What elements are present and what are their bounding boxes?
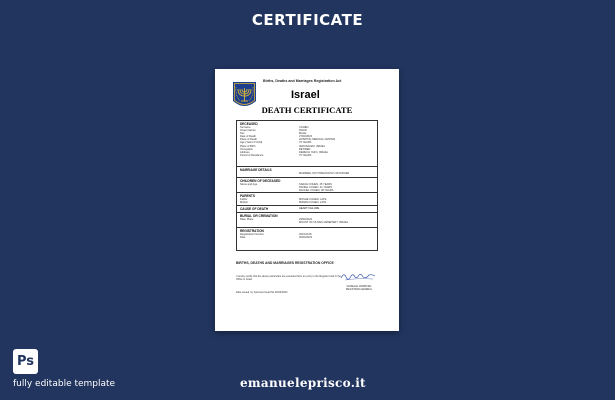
- field-label: Age (Years if Child): [240, 141, 263, 145]
- field-label: [240, 172, 299, 175]
- section-title: BURIAL OR CREMATION: [240, 214, 278, 218]
- field-label: Registration Number: [240, 233, 264, 236]
- form-row: [240, 236, 374, 239]
- section-title-text: CAUSE OF DEATH: [240, 207, 269, 211]
- certificate-form: [236, 120, 378, 251]
- field-value: MOSHE COHEN, LATE: [299, 198, 327, 201]
- registration-office: BIRTHS, DEATHS AND MARRIAGES REGISTRATION OFFICE: [236, 261, 334, 265]
- field-label: Surname: [240, 126, 251, 129]
- field-label: Period of Residence: [240, 153, 264, 157]
- editable-label: fully editable template: [13, 379, 116, 389]
- field-value: SARAH COHEN, 45 YEARS: [299, 183, 332, 186]
- field-label: Date of Death: [240, 135, 257, 139]
- field-value: 70 YEARS: [299, 141, 312, 145]
- form-row: [240, 154, 374, 157]
- country-name: Israel: [291, 89, 320, 101]
- field-value: 27/03/2023: [299, 135, 312, 139]
- form-row: [240, 172, 374, 175]
- field-label: [240, 189, 299, 192]
- field-value: RACHEL COHEN, 38 YEARS: [299, 189, 334, 193]
- field-label: Mother: [240, 201, 249, 205]
- field-label: Date, Place: [240, 218, 254, 221]
- certificate-document: [215, 69, 399, 331]
- form-section: [237, 178, 377, 193]
- form-row: [240, 189, 374, 192]
- section-inline-value: HEART FAILURE: [299, 207, 320, 210]
- form-section: [237, 121, 377, 167]
- field-value: HOSPITAL MEDICAL CENTER: [299, 138, 336, 142]
- field-value: MALE: [299, 132, 307, 136]
- form-section: [237, 193, 377, 206]
- field-value: 29/03/2023: [299, 218, 312, 221]
- field-value: 30/03/2023: [299, 236, 312, 240]
- form-row: [240, 201, 374, 204]
- field-label: [240, 221, 299, 224]
- site-link[interactable]: emanueleprisco.it: [240, 376, 366, 390]
- field-label: Sex: [240, 132, 245, 136]
- field-label: Name and Age: [240, 183, 258, 186]
- page-title: CERTIFICATE: [251, 11, 364, 29]
- field-value: DERECH YAFO, ISRAEL: [299, 150, 329, 154]
- field-label: Date: [240, 236, 246, 240]
- field-value: RETIRED: [299, 147, 311, 151]
- field-value: 70 YEARS: [299, 153, 312, 157]
- field-value: JERUSALEM, ISRAEL: [299, 144, 326, 148]
- field-label: Place of Birth: [240, 144, 256, 148]
- signature-image: [339, 270, 377, 282]
- section-title: DECEASED: [240, 122, 258, 126]
- issue-date-text: Date issued, by hand and seal this 30/03/2023: [236, 291, 288, 294]
- registrar-name: DANIELLE GINZBURG: [346, 285, 372, 288]
- field-value: DAVID: [299, 129, 307, 133]
- section-title: REGISTRATION: [240, 229, 264, 233]
- field-value: MOUNT OF OLIVES CEMETERY, ISRAEL: [299, 221, 349, 225]
- form-section: [237, 213, 377, 228]
- field-value: MARRIED, NOT PREVIOUSLY DIVORCED: [299, 172, 350, 175]
- field-label: Occupation: [240, 147, 254, 151]
- act-title: Births, Deaths and Marriages Registration Act: [263, 79, 342, 83]
- document-title: DEATH CERTIFICATE: [261, 105, 353, 115]
- section-title: MARRIAGE DETAILS: [240, 168, 272, 172]
- form-row: [240, 221, 374, 224]
- section-title: [240, 207, 374, 211]
- field-value: COHEN: [299, 126, 309, 129]
- field-value: MIRIAM COHEN, LATE: [299, 201, 327, 205]
- field-value: 2023-0128: [299, 233, 312, 236]
- field-label: Address: [240, 150, 250, 154]
- field-label: Given Names: [240, 129, 256, 133]
- form-section: [237, 228, 377, 248]
- field-value: DANIEL COHEN, 41 YEARS: [299, 186, 333, 190]
- certification-text: I hereby certify that the above particulars are extracted from an entry in the Register held in the Office in Israel.: [236, 275, 341, 282]
- photoshop-icon: Ps: [13, 349, 38, 374]
- section-title: CHILDREN OF DECEASED: [240, 179, 281, 183]
- section-title: PARENTS: [240, 194, 255, 198]
- form-section: [237, 206, 377, 213]
- field-label: Father: [240, 198, 248, 201]
- form-section: [237, 167, 377, 178]
- field-label: Place of Death: [240, 138, 258, 142]
- registrar-title: REGISTRAR-GENERAL: [345, 288, 373, 291]
- registrar-block: [341, 285, 377, 291]
